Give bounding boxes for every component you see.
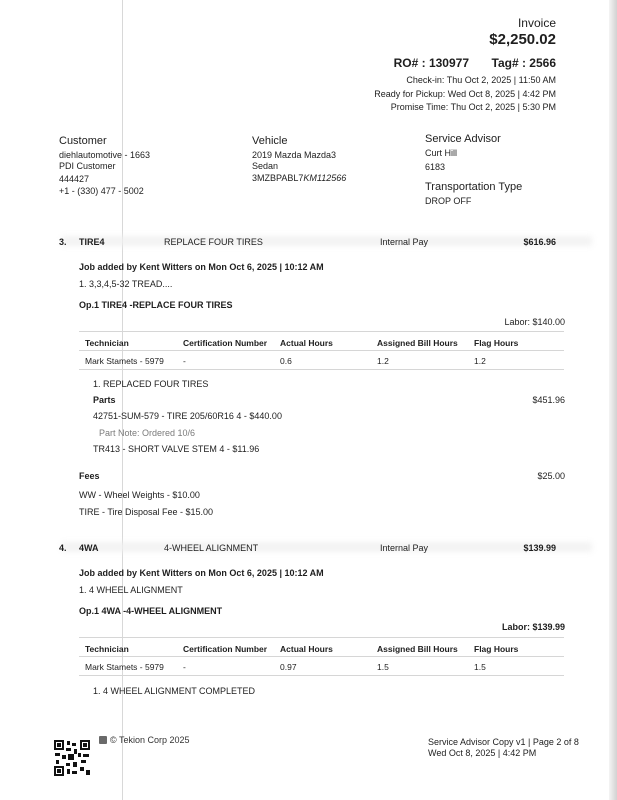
- technician-name: Mark Stamets - 5979: [85, 356, 164, 366]
- fees-total: $25.00: [537, 471, 565, 481]
- invoice-total: $2,250.02: [489, 31, 556, 48]
- job-amount: $616.96: [523, 237, 556, 247]
- table-top-rule: [79, 637, 564, 638]
- job-pay-type: Internal Pay: [380, 237, 429, 247]
- job-added-by: Job added by Kent Witters on Mon Oct 6, 2025 | 10:12 AM: [79, 262, 324, 272]
- job-concern: 1. 4 WHEEL ALIGNMENT: [79, 585, 183, 595]
- document-title: Invoice: [517, 16, 556, 30]
- header-technician: Technician: [85, 644, 129, 654]
- operation-title: Op.1 TIRE4 -REPLACE FOUR TIRES: [79, 300, 233, 310]
- parts-total: $451.96: [532, 395, 565, 405]
- copy-page-info: Service Advisor Copy v1 | Page 2 of 8: [428, 737, 579, 747]
- part-note: Part Note: Ordered 10/6: [99, 428, 196, 438]
- service-advisor-id: 6183: [425, 162, 446, 172]
- checkin-time: Check-in: Thu Oct 2, 2025 | 11:50 AM: [406, 75, 556, 85]
- certification-number: -: [183, 662, 186, 672]
- ro-number: RO# : 130977: [393, 56, 469, 70]
- qr-code-icon: [54, 740, 90, 776]
- operation-title: Op.1 4WA -4-WHEEL ALIGNMENT: [79, 606, 223, 616]
- header-certification: Certification Number: [183, 644, 268, 654]
- vehicle-body: Sedan: [252, 161, 279, 171]
- fee-line: WW - Wheel Weights - $10.00: [79, 490, 200, 500]
- vehicle-vin: [252, 173, 346, 183]
- vehicle-model: 2019 Mazda Mazda3: [252, 150, 337, 160]
- technician-name: Mark Stamets - 5979: [85, 662, 164, 672]
- scan-edge-shadow: [609, 0, 617, 800]
- customer-type: PDI Customer: [59, 161, 116, 171]
- parts-heading: Parts: [93, 395, 116, 405]
- job-description: REPLACE FOUR TIRES: [164, 237, 263, 247]
- transportation-type: DROP OFF: [425, 196, 472, 206]
- header-actual-hours: Actual Hours: [280, 338, 333, 348]
- job-correction: 1. 4 WHEEL ALIGNMENT COMPLETED: [93, 686, 256, 696]
- scan-band: [62, 236, 592, 246]
- job-added-by: Job added by Kent Witters on Mon Oct 6, 2025 | 10:12 AM: [79, 568, 324, 578]
- actual-hours: 0.97: [280, 662, 297, 672]
- ready-for-pickup-time: Ready for Pickup: Wed Oct 8, 2025 | 4:42 PM: [374, 89, 556, 99]
- vehicle-heading: Vehicle: [252, 135, 288, 147]
- table-bottom-rule: [79, 369, 564, 370]
- customer-phone: +1 - (330) 477 - 5002: [59, 186, 144, 196]
- job-code: 4WA: [79, 543, 99, 553]
- scan-band: [62, 542, 592, 552]
- job-pay-type: Internal Pay: [380, 543, 429, 553]
- assigned-bill-hours: 1.5: [377, 662, 389, 672]
- transportation-heading: Transportation Type: [425, 181, 523, 193]
- fee-line: TIRE - Tire Disposal Fee - $15.00: [79, 507, 214, 517]
- vin-suffix: KM112566: [303, 173, 347, 183]
- tag-number: Tag# : 2566: [491, 56, 556, 70]
- table-bottom-rule: [79, 675, 564, 676]
- job-amount: $139.99: [523, 543, 556, 553]
- table-header-rule: [79, 656, 564, 657]
- print-date: Wed Oct 8, 2025 | 4:42 PM: [428, 748, 537, 758]
- header-flag-hours: Flag Hours: [474, 644, 519, 654]
- scan-artifact-line: [122, 0, 123, 800]
- job-number: 4.: [59, 543, 67, 553]
- job-code: TIRE4: [79, 237, 105, 247]
- header-certification: Certification Number: [183, 338, 268, 348]
- job-number: 3.: [59, 237, 67, 247]
- actual-hours: 0.6: [280, 356, 292, 366]
- promise-time: Promise Time: Thu Oct 2, 2025 | 5:30 PM: [390, 102, 556, 112]
- table-header-rule: [79, 350, 564, 351]
- tekion-logo-icon: [99, 736, 107, 744]
- fees-heading: Fees: [79, 471, 100, 481]
- job-description: 4-WHEEL ALIGNMENT: [164, 543, 259, 553]
- customer-name: diehlautomotive - 1663: [59, 150, 151, 160]
- job-correction: 1. REPLACED FOUR TIRES: [93, 379, 209, 389]
- table-top-rule: [79, 331, 564, 332]
- header-assigned-bill-hours: Assigned Bill Hours: [377, 644, 458, 654]
- service-advisor-heading: Service Advisor: [425, 133, 501, 145]
- job-concern: 1. 3,3,4,5-32 TREAD....: [79, 279, 173, 289]
- copyright-text: © Tekion Corp 2025: [110, 735, 190, 745]
- flag-hours: 1.2: [474, 356, 486, 366]
- customer-heading: Customer: [59, 135, 107, 147]
- labor-amount: Labor: $140.00: [504, 317, 565, 327]
- service-advisor-name: Curt Hill: [425, 148, 458, 158]
- header-assigned-bill-hours: Assigned Bill Hours: [377, 338, 458, 348]
- header-technician: Technician: [85, 338, 129, 348]
- vin-prefix: 3MZBPABL7: [252, 173, 304, 183]
- assigned-bill-hours: 1.2: [377, 356, 389, 366]
- flag-hours: 1.5: [474, 662, 486, 672]
- part-line: 42751-SUM-579 - TIRE 205/60R16 4 - $440.00: [93, 411, 282, 421]
- certification-number: -: [183, 356, 186, 366]
- labor-amount: Labor: $139.99: [501, 622, 565, 632]
- header-actual-hours: Actual Hours: [280, 644, 333, 654]
- customer-id: 444427: [59, 174, 90, 184]
- header-flag-hours: Flag Hours: [474, 338, 519, 348]
- part-line: TR413 - SHORT VALVE STEM 4 - $11.96: [93, 444, 260, 454]
